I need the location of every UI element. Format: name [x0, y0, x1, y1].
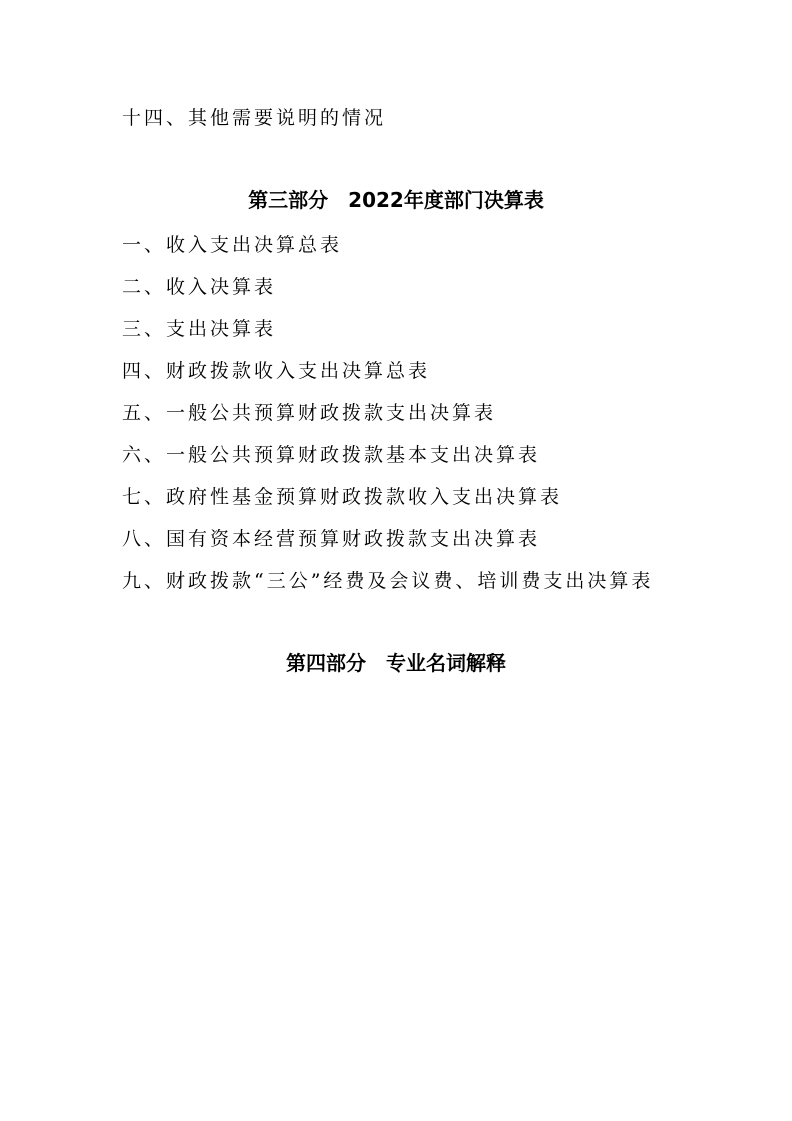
part3-item-7: 七、政府性基金预算财政拨款收入支出决算表: [122, 486, 563, 508]
part3-item-2: 二、收入决算表: [122, 276, 277, 298]
part4-heading: 第四部分 专业名词解释: [286, 651, 506, 675]
part3-item-8: 八、国有资本经营预算财政拨款支出决算表: [122, 528, 541, 550]
part3-item-9: 九、财政拨款“三公”经费及会议费、培训费支出决算表: [122, 570, 654, 592]
part3-heading: 第三部分 2022年度部门决算表: [248, 188, 544, 212]
part3-item-6: 六、一般公共预算财政拨款基本支出决算表: [122, 444, 541, 466]
toc-item-14: 十四、其他需要说明的情况: [122, 107, 387, 129]
part3-item-3: 三、支出决算表: [122, 318, 277, 340]
part3-item-1: 一、收入支出决算总表: [122, 234, 343, 256]
part3-item-4: 四、财政拨款收入支出决算总表: [122, 360, 431, 382]
part3-item-5: 五、一般公共预算财政拨款支出决算表: [122, 402, 497, 424]
